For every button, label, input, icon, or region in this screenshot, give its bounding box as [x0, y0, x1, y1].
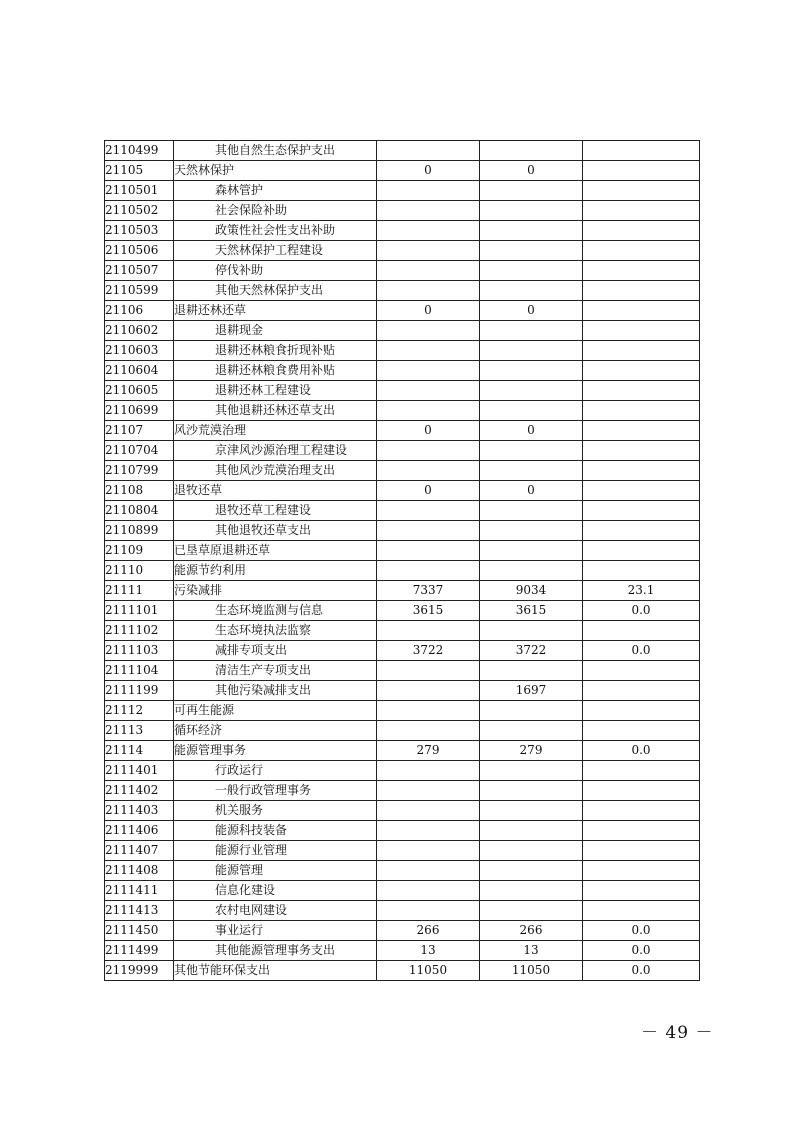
value-col-1 [377, 681, 480, 701]
value-col-3 [583, 201, 700, 221]
value-col-1: 0 [377, 481, 480, 501]
table-row [105, 681, 700, 701]
item-name: 一般行政管理事务 [174, 781, 377, 801]
value-col-1 [377, 201, 480, 221]
value-col-2 [480, 381, 583, 401]
value-col-3 [583, 801, 700, 821]
value-col-2 [480, 401, 583, 421]
table-row [105, 701, 700, 721]
value-col-1 [377, 361, 480, 381]
value-col-2 [480, 281, 583, 301]
value-col-3 [583, 761, 700, 781]
table-row [105, 141, 700, 161]
value-col-2 [480, 561, 583, 581]
item-name: 已垦草原退耕还草 [174, 541, 377, 561]
table-row [105, 541, 700, 561]
table-row [105, 441, 700, 461]
item-name: 能源科技装备 [174, 821, 377, 841]
value-col-1 [377, 401, 480, 421]
value-col-3 [583, 541, 700, 561]
budget-table [104, 140, 700, 981]
value-col-1 [377, 881, 480, 901]
item-name: 能源管理事务 [174, 741, 377, 761]
item-name: 天然林保护 [174, 161, 377, 181]
item-name: 其他节能环保支出 [174, 961, 377, 981]
value-col-2 [480, 861, 583, 881]
item-code: 2110506 [105, 241, 174, 261]
value-col-3 [583, 881, 700, 901]
value-col-3 [583, 861, 700, 881]
value-col-1 [377, 841, 480, 861]
table-row [105, 321, 700, 341]
value-col-1 [377, 181, 480, 201]
value-col-2: 11050 [480, 961, 583, 981]
value-col-2 [480, 501, 583, 521]
value-col-3 [583, 301, 700, 321]
value-col-3 [583, 521, 700, 541]
item-name: 退耕现金 [174, 321, 377, 341]
value-col-2 [480, 441, 583, 461]
item-code: 2110507 [105, 261, 174, 281]
value-col-1: 279 [377, 741, 480, 761]
value-col-3 [583, 781, 700, 801]
table-row [105, 301, 700, 321]
value-col-3 [583, 561, 700, 581]
item-name: 其他污染减排支出 [174, 681, 377, 701]
value-col-1: 11050 [377, 961, 480, 981]
item-name: 能源管理 [174, 861, 377, 881]
table-row [105, 861, 700, 881]
value-col-1 [377, 701, 480, 721]
value-col-2 [480, 881, 583, 901]
value-col-1: 0 [377, 161, 480, 181]
item-code: 2110604 [105, 361, 174, 381]
item-name: 可再生能源 [174, 701, 377, 721]
item-code: 21113 [105, 721, 174, 741]
item-code: 2110699 [105, 401, 174, 421]
value-col-3 [583, 621, 700, 641]
item-name: 事业运行 [174, 921, 377, 941]
value-col-3 [583, 821, 700, 841]
item-code: 2111408 [105, 861, 174, 881]
table-row [105, 281, 700, 301]
table-row [105, 961, 700, 981]
value-col-2 [480, 361, 583, 381]
value-col-3 [583, 701, 700, 721]
table-row [105, 581, 700, 601]
item-name: 退牧还草 [174, 481, 377, 501]
table-row [105, 401, 700, 421]
value-col-3 [583, 721, 700, 741]
value-col-2 [480, 721, 583, 741]
item-code: 2110605 [105, 381, 174, 401]
value-col-3 [583, 461, 700, 481]
value-col-2 [480, 821, 583, 841]
value-col-2 [480, 241, 583, 261]
table-row [105, 361, 700, 381]
item-name: 信息化建设 [174, 881, 377, 901]
table-row [105, 501, 700, 521]
value-col-2: 3722 [480, 641, 583, 661]
item-code: 2110499 [105, 141, 174, 161]
item-code: 2111407 [105, 841, 174, 861]
item-code: 2111101 [105, 601, 174, 621]
item-code: 2111402 [105, 781, 174, 801]
value-col-2: 0 [480, 301, 583, 321]
value-col-3: 0.0 [583, 741, 700, 761]
value-col-1: 7337 [377, 581, 480, 601]
item-code: 2111102 [105, 621, 174, 641]
item-name: 其他风沙荒漠治理支出 [174, 461, 377, 481]
item-name: 其他退耕还林还草支出 [174, 401, 377, 421]
value-col-1 [377, 501, 480, 521]
value-col-1: 0 [377, 421, 480, 441]
value-col-3 [583, 361, 700, 381]
item-name: 京津风沙源治理工程建设 [174, 441, 377, 461]
value-col-2 [480, 221, 583, 241]
item-name: 退耕还林粮食费用补贴 [174, 361, 377, 381]
value-col-3 [583, 241, 700, 261]
table-row [105, 621, 700, 641]
table-row [105, 841, 700, 861]
item-code: 2111401 [105, 761, 174, 781]
value-col-3 [583, 441, 700, 461]
item-code: 2119999 [105, 961, 174, 981]
value-col-2 [480, 321, 583, 341]
table-row [105, 481, 700, 501]
value-col-2 [480, 261, 583, 281]
value-col-3 [583, 401, 700, 421]
table-row [105, 341, 700, 361]
value-col-1 [377, 901, 480, 921]
table-row [105, 241, 700, 261]
item-code: 2110704 [105, 441, 174, 461]
value-col-2 [480, 801, 583, 821]
table-row [105, 601, 700, 621]
value-col-2 [480, 761, 583, 781]
item-name: 退牧还草工程建设 [174, 501, 377, 521]
value-col-3 [583, 141, 700, 161]
value-col-2: 0 [480, 421, 583, 441]
value-col-2: 0 [480, 161, 583, 181]
value-col-2 [480, 841, 583, 861]
value-col-3 [583, 481, 700, 501]
item-code: 2111413 [105, 901, 174, 921]
value-col-2 [480, 461, 583, 481]
item-code: 21108 [105, 481, 174, 501]
value-col-2: 1697 [480, 681, 583, 701]
value-col-1 [377, 821, 480, 841]
value-col-3 [583, 321, 700, 341]
value-col-3 [583, 501, 700, 521]
item-code: 2110599 [105, 281, 174, 301]
item-name: 社会保险补助 [174, 201, 377, 221]
table-row [105, 161, 700, 181]
item-code: 2111103 [105, 641, 174, 661]
item-code: 2110501 [105, 181, 174, 201]
budget-table-body [105, 141, 700, 981]
table-row [105, 921, 700, 941]
item-name: 能源行业管理 [174, 841, 377, 861]
value-col-3 [583, 221, 700, 241]
value-col-3 [583, 261, 700, 281]
value-col-3 [583, 421, 700, 441]
value-col-2 [480, 521, 583, 541]
value-col-1 [377, 721, 480, 741]
value-col-1 [377, 861, 480, 881]
value-col-2 [480, 621, 583, 641]
value-col-1 [377, 381, 480, 401]
table-row [105, 261, 700, 281]
item-code: 2110502 [105, 201, 174, 221]
item-name: 农村电网建设 [174, 901, 377, 921]
value-col-3: 0.0 [583, 961, 700, 981]
item-name: 清洁生产专项支出 [174, 661, 377, 681]
table-row [105, 821, 700, 841]
value-col-2 [480, 341, 583, 361]
item-code: 2110804 [105, 501, 174, 521]
value-col-2: 279 [480, 741, 583, 761]
item-name: 生态环境监测与信息 [174, 601, 377, 621]
value-col-3 [583, 901, 700, 921]
value-col-3 [583, 161, 700, 181]
item-name: 循环经济 [174, 721, 377, 741]
table-row [105, 421, 700, 441]
item-name: 退耕还林粮食折现补贴 [174, 341, 377, 361]
table-row [105, 181, 700, 201]
item-code: 21111 [105, 581, 174, 601]
item-name: 减排专项支出 [174, 641, 377, 661]
item-name: 其他自然生态保护支出 [174, 141, 377, 161]
table-row [105, 741, 700, 761]
value-col-2 [480, 661, 583, 681]
item-name: 其他退牧还草支出 [174, 521, 377, 541]
value-col-2: 0 [480, 481, 583, 501]
value-col-3 [583, 341, 700, 361]
value-col-2 [480, 141, 583, 161]
item-name: 行政运行 [174, 761, 377, 781]
table-row [105, 761, 700, 781]
value-col-3: 0.0 [583, 921, 700, 941]
value-col-3 [583, 681, 700, 701]
value-col-2: 9034 [480, 581, 583, 601]
table-row [105, 661, 700, 681]
value-col-2 [480, 541, 583, 561]
item-name: 能源节约利用 [174, 561, 377, 581]
value-col-3: 0.0 [583, 641, 700, 661]
item-code: 2111403 [105, 801, 174, 821]
table-row [105, 201, 700, 221]
table-row [105, 461, 700, 481]
table-row [105, 721, 700, 741]
value-col-1 [377, 781, 480, 801]
value-col-1 [377, 461, 480, 481]
value-col-3 [583, 381, 700, 401]
value-col-1 [377, 341, 480, 361]
page-number: － 49 － [641, 1023, 714, 1043]
item-name: 机关服务 [174, 801, 377, 821]
value-col-3: 23.1 [583, 581, 700, 601]
item-code: 2110602 [105, 321, 174, 341]
value-col-3: 0.0 [583, 941, 700, 961]
item-code: 2110503 [105, 221, 174, 241]
item-code: 21109 [105, 541, 174, 561]
value-col-1 [377, 661, 480, 681]
value-col-1 [377, 441, 480, 461]
item-name: 天然林保护工程建设 [174, 241, 377, 261]
item-code: 2111199 [105, 681, 174, 701]
value-col-1 [377, 261, 480, 281]
value-col-1 [377, 141, 480, 161]
value-col-1 [377, 621, 480, 641]
value-col-1: 0 [377, 301, 480, 321]
item-code: 2111406 [105, 821, 174, 841]
item-name: 森林管护 [174, 181, 377, 201]
table-row [105, 641, 700, 661]
value-col-1 [377, 281, 480, 301]
value-col-1 [377, 521, 480, 541]
table-row [105, 561, 700, 581]
value-col-1 [377, 801, 480, 821]
value-col-2 [480, 701, 583, 721]
item-name: 风沙荒漠治理 [174, 421, 377, 441]
item-name: 生态环境执法监察 [174, 621, 377, 641]
table-row [105, 881, 700, 901]
value-col-3 [583, 281, 700, 301]
item-name: 污染减排 [174, 581, 377, 601]
value-col-2: 13 [480, 941, 583, 961]
value-col-3: 0.0 [583, 601, 700, 621]
value-col-1 [377, 561, 480, 581]
value-col-3 [583, 841, 700, 861]
value-col-1 [377, 221, 480, 241]
value-col-1 [377, 241, 480, 261]
item-name: 退耕还林还草 [174, 301, 377, 321]
item-name: 政策性社会性支出补助 [174, 221, 377, 241]
value-col-2: 266 [480, 921, 583, 941]
table-row [105, 381, 700, 401]
table-row [105, 221, 700, 241]
item-name: 其他能源管理事务支出 [174, 941, 377, 961]
item-code: 2111499 [105, 941, 174, 961]
value-col-2 [480, 181, 583, 201]
value-col-1: 3615 [377, 601, 480, 621]
item-code: 21110 [105, 561, 174, 581]
value-col-1 [377, 321, 480, 341]
item-code: 21107 [105, 421, 174, 441]
item-code: 2111104 [105, 661, 174, 681]
value-col-1: 13 [377, 941, 480, 961]
value-col-2 [480, 201, 583, 221]
table-row [105, 781, 700, 801]
item-code: 2110799 [105, 461, 174, 481]
item-code: 2110899 [105, 521, 174, 541]
value-col-1: 3722 [377, 641, 480, 661]
value-col-3 [583, 181, 700, 201]
item-name: 其他天然林保护支出 [174, 281, 377, 301]
value-col-2: 3615 [480, 601, 583, 621]
value-col-1: 266 [377, 921, 480, 941]
value-col-2 [480, 901, 583, 921]
value-col-1 [377, 761, 480, 781]
item-code: 21106 [105, 301, 174, 321]
table-row [105, 901, 700, 921]
value-col-2 [480, 781, 583, 801]
item-name: 退耕还林工程建设 [174, 381, 377, 401]
table-row [105, 941, 700, 961]
value-col-3 [583, 661, 700, 681]
item-name: 停伐补助 [174, 261, 377, 281]
table-row [105, 801, 700, 821]
item-code: 2110603 [105, 341, 174, 361]
item-code: 21112 [105, 701, 174, 721]
item-code: 2111450 [105, 921, 174, 941]
item-code: 21105 [105, 161, 174, 181]
table-row [105, 521, 700, 541]
value-col-1 [377, 541, 480, 561]
item-code: 2111411 [105, 881, 174, 901]
item-code: 21114 [105, 741, 174, 761]
